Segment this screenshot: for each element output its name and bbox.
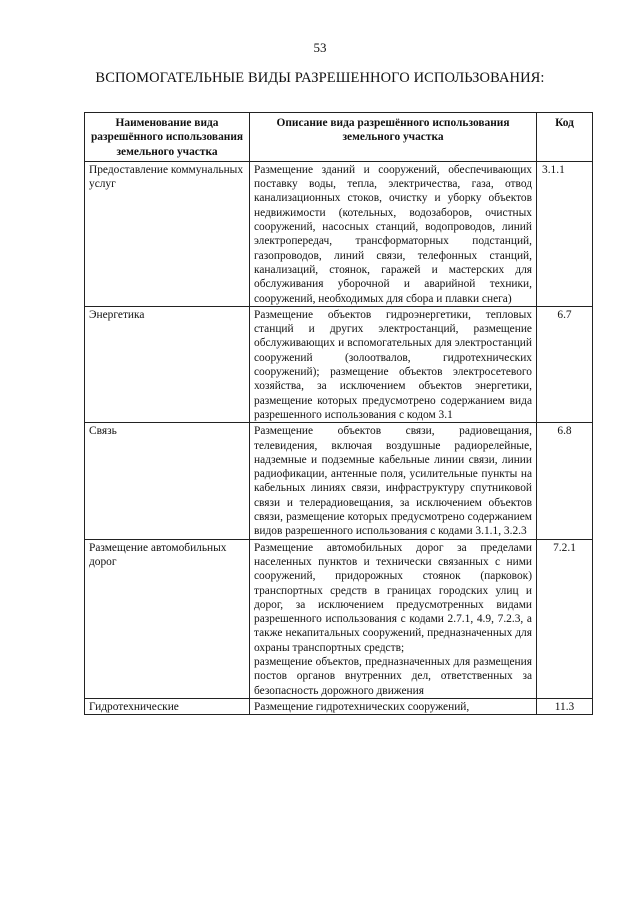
description-paragraph: Размещение объектов гидроэнергетики, тепловых станций и других электростанций, размещение обслуживающих и вспомогательных для электростанций сооружений (золоотвалов, гидротехнических сооружений); размещение объектов электросетевого хозяйства, за исключением объектов энергетики, размещение которых предусмотрено содержанием вида разрешенного использования с кодом 3.1 <box>254 308 532 421</box>
row-name: Гидротехнические <box>85 698 250 714</box>
row-description <box>250 698 537 714</box>
header-code: Код <box>537 113 593 162</box>
row-code: 6.7 <box>537 306 593 422</box>
row-name: Предоставление коммунальных услуг <box>85 161 250 306</box>
table-row <box>85 161 593 306</box>
page-number: 53 <box>313 40 327 55</box>
description-paragraph: размещение объектов, предназначенных для размещения постов органов внутренних дел, ответственных за безопасность дорожного движения <box>254 655 532 697</box>
table-row <box>85 423 593 539</box>
section-heading: ВСПОМОГАТЕЛЬНЫЕ ВИДЫ РАЗРЕШЕННОГО ИСПОЛЬЗОВАНИЯ: <box>95 70 545 86</box>
row-code: 3.1.1 <box>537 161 593 306</box>
row-name: Энергетика <box>85 306 250 422</box>
row-description <box>250 423 537 539</box>
description-paragraph: Размещение зданий и сооружений, обеспечивающих поставку воды, тепла, электричества, газа, отвод канализационных стоков, очистку и уборку объектов недвижимости (котельных, водозаборов, очистных сооружений, насосных станций, водопроводов, линий электропередач, трансформаторных подстанций, газопроводов, линий связи, телефонных станций, канализаций, стоянок, гаражей и мастерских для обслуживания уборочной и аварийной техники, сооружений, необходимых для сбора и плавки снега) <box>254 163 532 305</box>
description-paragraph: Размещение автомобильных дорог за пределами населенных пунктов и технически связанных с ними сооружений, придорожных стоянок (парковок) транспортных средств в границах городских улиц и дорог, за исключением предусмотренных видами разрешенного использования с кодами 2.7.1, 4.9, 7.2.3, а также некапитальных сооружений, предназначенных для охраны транспортных средств; <box>254 541 532 654</box>
row-description <box>250 539 537 698</box>
header-description: Описание вида разрешённого использования земельного участка <box>250 113 537 162</box>
table-row <box>85 539 593 698</box>
row-name: Связь <box>85 423 250 539</box>
table-header-row <box>85 113 593 162</box>
description-paragraph: Размещение гидротехнических сооружений, <box>254 700 470 713</box>
table-row <box>85 306 593 422</box>
table-row <box>85 698 593 714</box>
land-use-table <box>84 112 593 715</box>
description-paragraph: Размещение объектов связи, радиовещания, телевидения, включая воздушные радиорелейные, надземные и подземные кабельные линии связи, линии радиофикации, антенные поля, усилительные пункты на кабельных линиях связи, инфраструктуру спутниковой связи и телерадиовещания, за исключением объектов связи, размещение которых предусмотрено содержанием видов разрешенного использования с кодами 3.1.1, 3.2.3 <box>254 425 532 538</box>
row-description <box>250 306 537 422</box>
row-code: 7.2.1 <box>537 539 593 698</box>
row-code: 6.8 <box>537 423 593 539</box>
row-description <box>250 161 537 306</box>
row-code: 11.3 <box>537 698 593 714</box>
row-name: Размещение автомобильных дорог <box>85 539 250 698</box>
header-name: Наименование вида разрешённого использования земельного участка <box>85 113 250 162</box>
